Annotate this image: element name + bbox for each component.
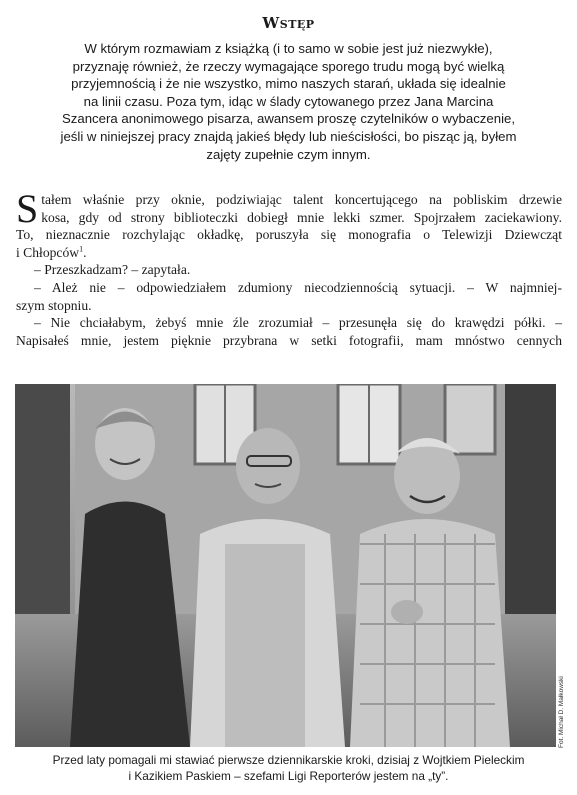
text-line: kosa, gdy od strony biblioteczki dobiegł mnie lekki szmer. Spojrzałem zaciekawiony.: [41, 209, 562, 225]
text-line: tałem właśnie przy oknie, podziwiając talent koncertującego na pobliskim drzewie: [41, 192, 562, 207]
dialogue-line: – Przeszkadzam? – zapytała.: [34, 262, 191, 278]
text-line: [16, 244, 562, 262]
photo-credit: Fot. Michał D. Małkowski: [558, 676, 565, 748]
dialogue-line: – Nie chciałabym, żebyś mnie źle zrozumiał – przesunęła się do krawędzi półki. –: [34, 315, 562, 331]
intro-line: jeśli w niniejszej pracy znajdą jakieś błędy lub nieścisłości, bo pisząc ją, byłem: [60, 128, 517, 144]
dialogue-line: Napisałeś mnie, jestem pięknie przybrana w setki fotografii, mam mnóstwo cennych: [16, 332, 562, 348]
photo-caption: [20, 752, 557, 784]
intro-abstract: [40, 40, 537, 163]
photograph: [15, 384, 556, 747]
intro-line: przyjemnością i że nie wszystko, mimo naszych starań, układa się idealnie: [71, 76, 506, 92]
chapter-heading: Wstęp: [262, 14, 315, 32]
intro-line: Szancera anonimowego pisarza, awansem proszę czytelników o wybaczenie,: [62, 111, 515, 127]
intro-line: zajęty zupełnie czym innym.: [206, 146, 371, 162]
text-segment: .: [83, 244, 87, 260]
footnote-marker[interactable]: 1: [79, 244, 84, 254]
text-line: To, nieznacznie rozchylając okładkę, poruszyła się monografia o Telewizji Dziewcząt: [16, 227, 562, 243]
photo-illustration: [15, 384, 556, 747]
text-segment: i Chłopców: [16, 244, 80, 260]
caption-line: Przed laty pomagali mi stawiać pierwsze dziennikarskie kroki, dzisiaj z Wojtkiem Pieleckim: [52, 753, 525, 767]
main-text: [16, 186, 562, 349]
dialogue-line: – Ależ nie – odpowiedziałem zdumiony niecodziennością sytuacji. – W najmniej-: [34, 279, 562, 295]
caption-line: i Kazikiem Paskiem – szefami Ligi Reporterów jestem na „ty”.: [128, 769, 449, 783]
intro-line: na linii czasu. Poza tym, idąc w ślady cytowanego przez Jana Marcina: [83, 93, 494, 109]
drop-cap: S: [16, 186, 39, 231]
intro-line: przyznaję również, że rzeczy wymagające sporego trudu mogą być wielką: [72, 58, 505, 74]
dialogue-line: szym stopniu.: [16, 297, 92, 313]
intro-line: W którym rozmawiam z książką (i to samo w sobie jest już niezwykłe),: [84, 41, 493, 56]
